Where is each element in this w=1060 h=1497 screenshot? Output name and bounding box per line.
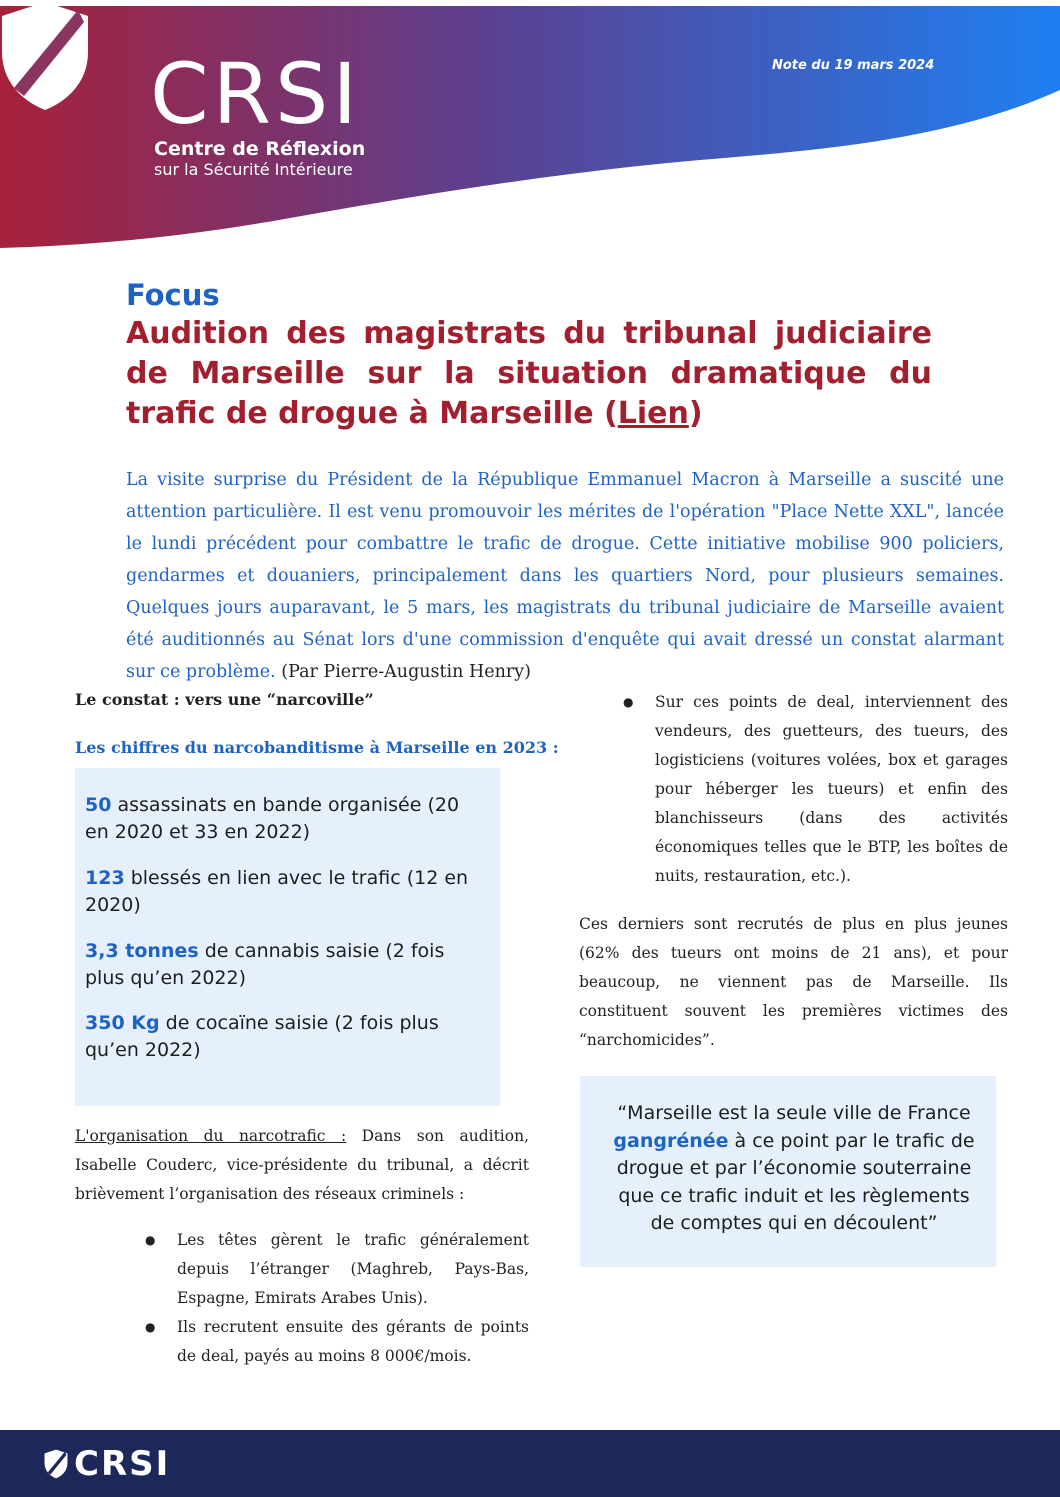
stat-text: de cocaïne saisie (2 fois plus qu’en 2022)	[85, 1012, 439, 1061]
quote-before: “Marseille est la seule ville de France	[617, 1102, 971, 1124]
intro-text: La visite surprise du Président de la République Emmanuel Macron à Marseille a suscité une attention particulière. Il est venu promouvoir les mérites de l'opération "Place Nette XXL", lancée le lundi précédent pour combattre le trafic de drogue. Cette initiative mobilise 900 policiers, gendarmes et douaniers, principalement dans les quartiers Nord, pour plusieurs semaines. Quelques jours auparavant, le 5 mars, les magistrats du tribunal judiciaire de Marseille avaient été auditionnés au Sénat lors d'une commission d'enquête qui avait dressé un constat alarmant sur ce problème.	[126, 470, 1004, 682]
logo-subtitle-line2: sur la Sécurité Intérieure	[154, 160, 353, 179]
organisation-lead: L'organisation du narcotrafic :	[75, 1127, 347, 1145]
stat-number: 3,3 tonnes	[85, 940, 199, 962]
stat-number: 123	[85, 867, 125, 889]
stat-number: 50	[85, 794, 112, 816]
title-close: )	[688, 396, 703, 431]
stat-item	[85, 792, 475, 846]
right-bullet-list	[623, 688, 1008, 891]
intro-author: (Par Pierre-Augustin Henry)	[275, 662, 531, 682]
stat-item	[85, 1010, 475, 1064]
focus-kicker: Focus	[126, 278, 220, 312]
left-bullet-list	[145, 1226, 529, 1371]
stat-item	[85, 865, 475, 919]
logo-subtitle-line1: Centre de Réflexion	[154, 138, 366, 160]
list-item: ● Les têtes gèrent le trafic généralement depuis l’étranger (Maghreb, Pays-Bas, Espagne, Emirats Arabes Unis).	[145, 1226, 529, 1313]
organisation-paragraph	[75, 1122, 529, 1209]
note-date: Note du 19 mars 2024	[772, 58, 935, 73]
footer-logo-wordmark: CRSI	[74, 1444, 171, 1484]
shield-icon	[0, 0, 90, 112]
recruitment-paragraph: Ces derniers sont recrutés de plus en plus jeunes (62% des tueurs ont moins de 21 ans), et pour beaucoup, ne viennent pas de Marseille. Ils constituent souvent les premières victimes des “narchomicides”.	[579, 915, 1008, 1049]
logo-wordmark: CRSI	[150, 45, 362, 143]
stat-text: de cannabis saisie (2 fois plus qu’en 2022)	[85, 940, 445, 989]
stats-box	[75, 768, 500, 1106]
title-text: Audition des magistrats du tribunal judiciaire de Marseille sur la situation dramatique du trafic de drogue à Marseille (	[126, 316, 932, 431]
chiffres-heading: Les chiffres du narcobanditisme à Marseille en 2023 :	[75, 738, 559, 757]
list-item: ● Sur ces points de deal, interviennent des vendeurs, des guetteurs, des tueurs, des logisticiens (voitures volées, box et garages pour héberger les tueurs) et enfin des blanchisseurs (dans des activités économiques telles que le BTP, les boîtes de nuits, restauration, etc.).	[623, 688, 1008, 891]
page-title	[126, 314, 932, 434]
title-link[interactable]: Lien	[617, 396, 689, 431]
quote-after: à ce point par le trafic de drogue et par l’économie souterraine que ce trafic induit et les règlements de comptes qui en découlent”	[616, 1129, 975, 1234]
stat-item	[85, 938, 475, 992]
shield-icon	[44, 1449, 68, 1479]
organisation-text: Dans son audition, Isabelle Couderc, vice-présidente du tribunal, a décrit brièvement l’organisation des réseaux criminels :	[75, 1127, 530, 1203]
page-header	[0, 0, 1060, 260]
stat-text: assassinats en bande organisée (20 en 2020 et 33 en 2022)	[85, 794, 460, 843]
quote-box	[580, 1076, 996, 1267]
list-item: ● Ils recrutent ensuite des gérants de points de deal, payés au moins 8 000€/mois.	[145, 1313, 529, 1371]
constat-heading: Le constat : vers une “narcoville”	[75, 690, 374, 709]
stat-text: blessés en lien avec le trafic (12 en 2020)	[85, 867, 469, 916]
page-footer	[0, 1430, 1060, 1497]
stat-number: 350 Kg	[85, 1012, 160, 1034]
intro-paragraph	[126, 464, 1004, 688]
quote-text	[608, 1100, 980, 1238]
quote-highlight: gangrénée	[613, 1129, 729, 1152]
